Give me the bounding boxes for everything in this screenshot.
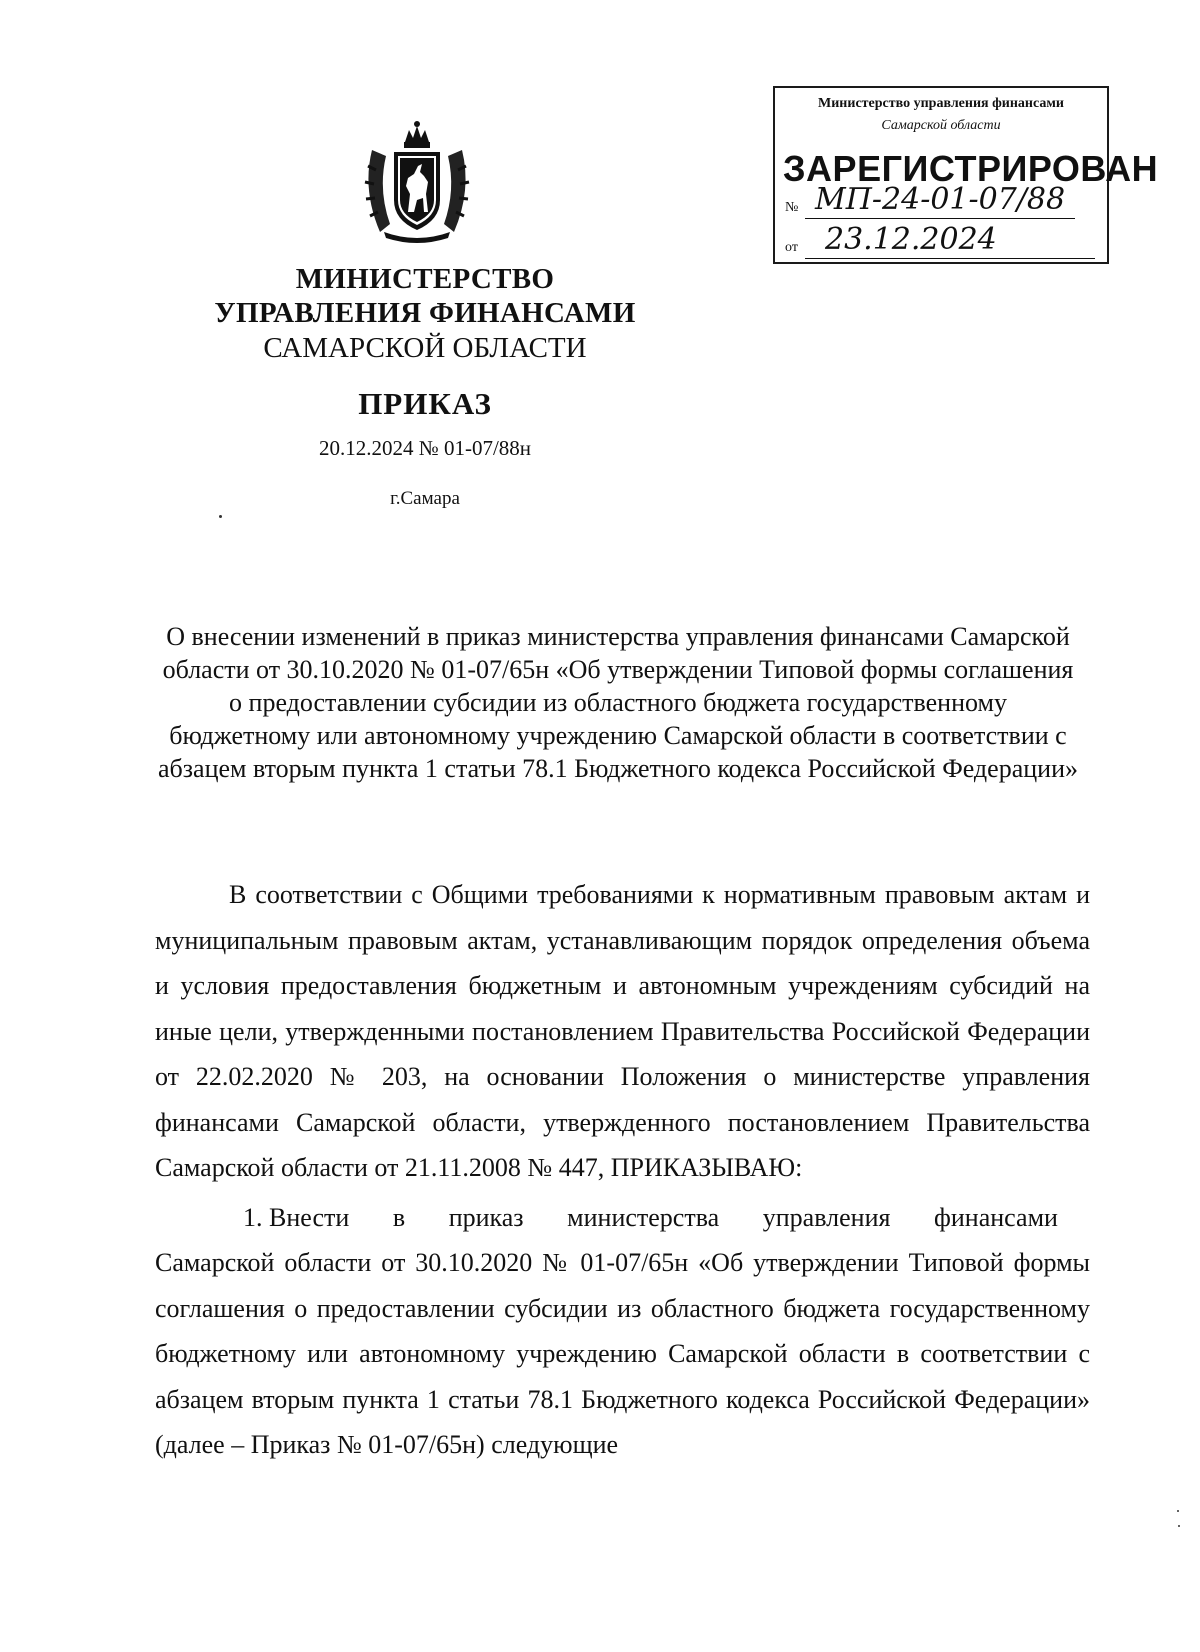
scan-speck [1177, 1510, 1179, 1512]
item-1-word: министерства [567, 1202, 720, 1232]
item-1-word: 1. Внести [243, 1202, 350, 1232]
preamble-paragraph: В соответствии с Общими требованиями к нормативным правовым актам и муниципальным правовым актам, устанавливающим порядок определения объема и условия предоставления бюджетным и автономным учреждениям субсидий на иные цели, утвержденными постановлением Правительства Российской Федерации от 22.02.2020 № 203, на основании Положения о министерстве управления финансами Самарской области, утвержденного постановлением Правительства Самарской области от 21.11.2008 № 447, ПРИКАЗЫВАЮ: [155, 880, 1090, 1182]
item-1-word: управления [762, 1202, 891, 1232]
ministry-line2: УПРАВЛЕНИЯ ФИНАНСАМИ [214, 297, 636, 329]
stamp-date-underline [805, 258, 1095, 259]
stamp-number-handwritten: МП-24-01-07/88 [815, 182, 1066, 217]
order-body [155, 872, 1090, 1468]
coat-of-arms-samara-icon [362, 120, 472, 245]
registration-stamp [773, 86, 1159, 264]
stamp-date-label: от [785, 240, 798, 255]
order-date-number: 20.12.2024 № 01-07/88н [318, 436, 532, 460]
doc-type-title: ПРИКАЗ [358, 386, 492, 421]
stamp-status: ЗАРЕГИСТРИРОВАН [783, 148, 1159, 189]
ministry-line3: САМАРСКОЙ ОБЛАСТИ [263, 332, 587, 364]
item-1-word: в [392, 1202, 406, 1232]
scan-speck [219, 515, 222, 518]
order-subject: О внесении изменений в приказ министерства управления финансами Самарской области от 30.10.2020 № 01-07/65н «Об утверждении Типовой формы соглашения о предоставлении субсидии из областного бюджета государственному бюджетному или автономному учреждению Самарской области в соответствии с абзацем вторым пункта 1 статьи 78.1 Бюджетного кодекса Российской Федерации» [158, 622, 1078, 783]
stamp-region-line: Самарской области [881, 118, 1001, 133]
stamp-ministry-line: Министерство управления финансами [818, 96, 1064, 111]
item-1-text: Самарской области от 30.10.2020 № 01-07/65н «Об утверждении Типовой формы соглашения о предоставлении субсидии из областного бюджета государственному бюджетному или автономному учреждению Самарской области в соответствии с абзацем вторым пункта 1 статьи 78.1 Бюджетного кодекса Российской Федерации» (далее – Приказ № 01-07/65н) следующие [155, 1248, 1090, 1459]
item-1-word: финансами [934, 1202, 1058, 1232]
item-1-word: приказ [448, 1202, 524, 1232]
scan-speck [1178, 1525, 1180, 1527]
order-city: г.Самара [390, 488, 460, 509]
stamp-date-handwritten: 23.12.2024 [825, 222, 997, 257]
ministry-header [190, 262, 660, 366]
item-1-first-line [155, 1195, 1090, 1241]
stamp-number-underline [805, 218, 1075, 219]
stamp-number-label: № [785, 200, 799, 215]
item-1-paragraph [155, 1195, 1090, 1468]
ministry-line1: МИНИСТЕРСТВО [295, 263, 555, 295]
